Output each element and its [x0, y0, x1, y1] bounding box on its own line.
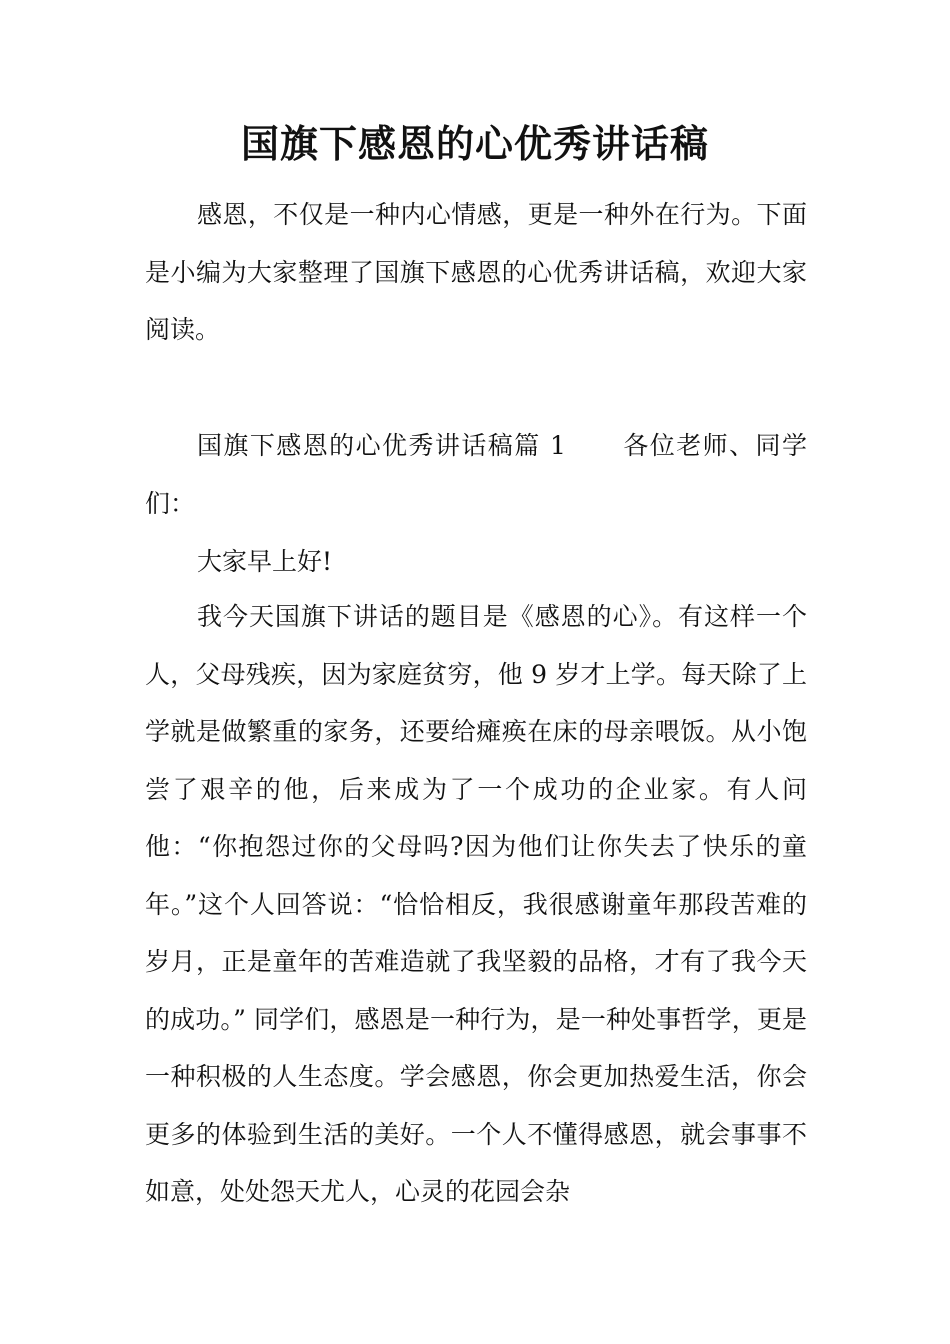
main-paragraph: 我今天国旗下讲话的题目是《感恩的心》。有这样一个人，父母残疾，因为家庭贫穷，他 9 岁才上学。每天除了上学就是做繁重的家务，还要给瘫痪在床的母亲喂饭。从小饱尝了艰辛的他，后来成为了一个成功的企业家。有人问他：“你抱怨过你的父母吗?因为他们让你失去了快乐的童年。”这个人回答说：“恰恰相反，我很感谢童年那段苦难的岁月，正是童年的苦难造就了我坚毅的品格，才有了我今天的成功。” 同学们，感恩是一种行为，是一种处事哲学，更是一种积极的人生态度。学会感恩，你会更加热爱生活，你会更多的体验到生活的美好。一个人不懂得感恩，就会事事不如意，处处怨天尤人，心灵的花园会杂: [145, 602, 807, 1206]
section-heading-paragraph: [145, 417, 807, 532]
salutation: 各位老师、同学们：: [145, 431, 807, 518]
section-heading: 国旗下感恩的心优秀讲话稿篇 1: [197, 431, 566, 460]
intro-paragraph: 感恩，不仅是一种内心情感，更是一种外在行为。下面是小编为大家整理了国旗下感恩的心优秀讲话稿，欢迎大家阅读。: [145, 200, 807, 344]
greeting-paragraph: 大家早上好!: [197, 547, 333, 576]
document-title: 国旗下感恩的心优秀讲话稿: [240, 121, 709, 166]
